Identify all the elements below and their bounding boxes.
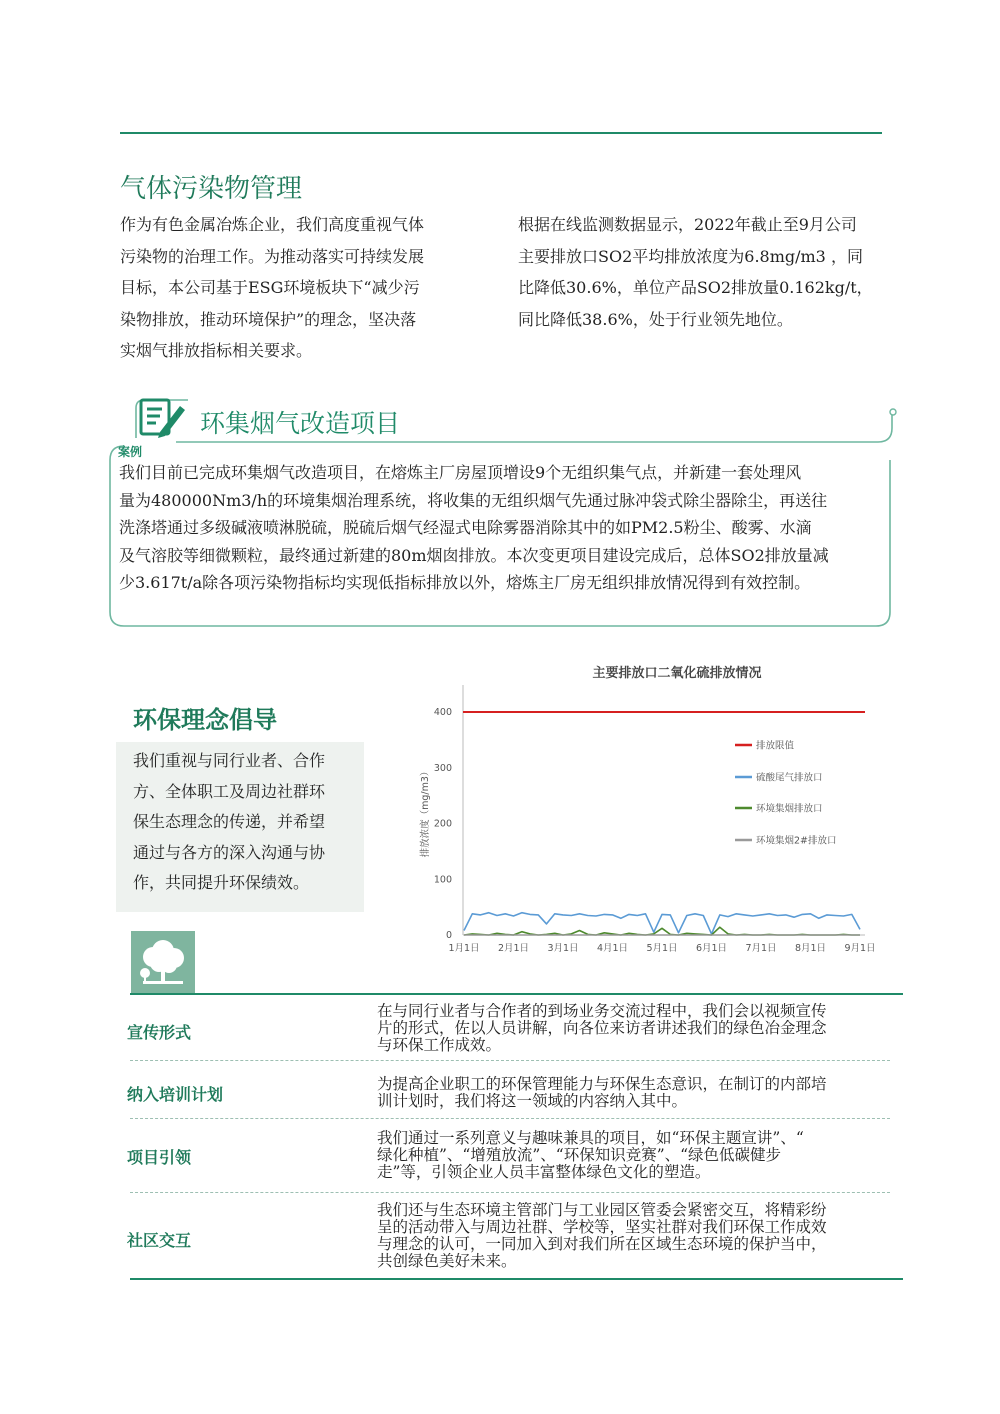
x-tick-label: 5月1日 xyxy=(646,943,678,954)
table-line: 我们通过一系列意义与趣味兼具的项目，如“环保主题宣讲”、“ xyxy=(377,1129,804,1147)
legend-label: 硫酸尾气排放口 xyxy=(756,772,823,784)
row-divider xyxy=(130,1060,890,1061)
legend-label: 环境集烟2#排放口 xyxy=(756,835,837,847)
x-tick-label: 2月1日 xyxy=(497,943,530,954)
paragraph-line: 染物排放，推动环境保护”的理念，坚决落 xyxy=(120,309,417,329)
paragraph-line: 比降低30.6%，单位产品SO2排放量0.162kg/t， xyxy=(518,278,873,297)
table-row-text xyxy=(377,1130,897,1181)
table-bottom-rule xyxy=(130,1278,903,1280)
case-title: 环集烟气改造项目 xyxy=(200,409,401,438)
paragraph-line: 同比降低38.6%，处于行业领先地位。 xyxy=(518,309,793,329)
advocacy-line: 保生态理念的传递，并希望 xyxy=(133,812,326,831)
case-line: 量为480000Nm3/h的环境集烟治理系统，将收集的无组织烟气先通过脉冲袋式除尘器除尘，再送往 xyxy=(119,490,828,510)
paragraph-line: 实烟气排放指标相关要求。 xyxy=(120,341,313,360)
paragraph-line: 作为有色金属冶炼企业，我们高度重视气体 xyxy=(120,215,425,234)
table-line: 片的形式，佐以人员讲解，向各位来访者讲述我们的绿色冶金理念 xyxy=(377,1019,827,1037)
series-line-1 xyxy=(464,913,860,934)
case-line: 洗涤塔通过多级碱液喷淋脱硫，脱硫后烟气经湿式电除雾器消除其中的如PM2.5粉尘、酸雾、水滴 xyxy=(119,518,812,537)
row-divider xyxy=(130,1192,890,1193)
table-line: 训计划时，我们将这一领域的内容纳入其中。 xyxy=(377,1092,688,1110)
x-tick-label: 3月1日 xyxy=(547,943,579,954)
x-tick-label: 4月1日 xyxy=(596,943,629,954)
section-title-gas-pollutants: 气体污染物管理 xyxy=(120,174,303,204)
table-line: 走”等，引领企业人员丰富整体绿色文化的塑造。 xyxy=(377,1163,711,1181)
advocacy-line: 方、全体职工及周边社群环 xyxy=(133,781,326,801)
y-tick-label: 0 xyxy=(445,930,452,941)
so2-chart xyxy=(400,650,900,965)
x-tick-label: 8月1日 xyxy=(794,943,827,954)
paragraph-line: 根据在线监测数据显示，2022年截止至9月公司 xyxy=(518,215,857,234)
legend-label: 排放限值 xyxy=(756,740,795,752)
y-axis-label: 排放浓度（mg/m3） xyxy=(420,766,431,858)
case-line: 我们目前已完成环集烟气改造项目，在熔炼主厂房屋顶增设9个无组织集气点，并新建一套处理风 xyxy=(119,463,802,482)
notepad-pen-icon xyxy=(138,396,188,440)
y-tick-label: 200 xyxy=(433,818,452,830)
case-body xyxy=(119,459,894,597)
table-line: 共创绿色美好未来。 xyxy=(377,1252,517,1270)
section1-right-column xyxy=(518,209,898,335)
advocacy-line: 通过与各方的深入沟通与协 xyxy=(133,842,326,862)
table-top-rule xyxy=(130,993,903,995)
advocacy-line: 作，共同提升环保绩效。 xyxy=(133,873,310,892)
case-line: 及气溶胶等细微颗粒，最终通过新建的80m烟囱排放。本次变更项目建设完成后，总体SO2排放量减 xyxy=(119,545,829,565)
table-row-text xyxy=(377,1076,897,1110)
y-tick-label: 300 xyxy=(433,762,452,774)
table-row-label: 社区交互 xyxy=(127,1231,192,1250)
x-tick-label: 6月1日 xyxy=(695,943,728,954)
table-line: 与环保工作成效。 xyxy=(377,1036,502,1054)
table-line: 绿化种植”、“增殖放流”、“环保知识竞赛”、“绿色低碳健步 xyxy=(377,1146,782,1164)
table-line: 我们还与生态环境主管部门与工业园区管委会紧密交互，将精彩纷 xyxy=(377,1201,827,1219)
table-row-label: 项目引领 xyxy=(127,1148,192,1167)
paragraph-line: 目标，本公司基于ESG环境板块下“减少污 xyxy=(120,278,420,297)
row-divider xyxy=(130,1118,890,1119)
advocacy-text xyxy=(133,746,363,899)
case-line: 少3.617t/a除各项污染物指标均实现低指标排放以外，熔炼主厂房无组织排放情况得到有效控制。 xyxy=(119,573,811,592)
chart-title: 主要排放口二氧化硫排放情况 xyxy=(592,666,762,681)
series-line-2 xyxy=(464,927,860,935)
y-tick-label: 400 xyxy=(433,707,452,718)
x-tick-label: 7月1日 xyxy=(745,943,777,954)
table-line: 在与同行业者与合作者的到场业务交流过程中，我们会以视频宣传 xyxy=(377,1002,827,1020)
table-line: 与理念的认可，一同加入到对我们所在区域生态环境的保护当中， xyxy=(377,1235,827,1253)
table-row-text xyxy=(377,1202,897,1270)
table-row-text xyxy=(377,1003,897,1054)
x-tick-label: 1月1日 xyxy=(448,943,480,954)
y-tick-label: 100 xyxy=(433,874,452,886)
top-divider xyxy=(120,132,882,134)
section1-left-column xyxy=(120,209,480,367)
table-row-label: 宣传形式 xyxy=(127,1023,192,1042)
advocacy-line: 我们重视与同行业者、合作 xyxy=(133,751,326,770)
table-row-label: 纳入培训计划 xyxy=(127,1085,224,1104)
legend-label: 环境集烟排放口 xyxy=(756,803,823,815)
paragraph-line: 主要排放口SO2平均排放浓度为6.8mg/m3 ，同 xyxy=(518,246,863,266)
x-tick-label: 9月1日 xyxy=(844,943,876,954)
case-tag: 案例 xyxy=(118,445,143,459)
paragraph-line: 污染物的治理工作。为推动落实可持续发展 xyxy=(120,246,425,266)
table-line: 呈的活动带入与周边社群、学校等，坚实社群对我们环保工作成效 xyxy=(377,1218,827,1236)
table-line: 为提高企业职工的环保管理能力与环保生态意识，在制订的内部培 xyxy=(377,1075,827,1093)
section-title-advocacy: 环保理念倡导 xyxy=(133,706,277,734)
tree-icon xyxy=(131,931,195,993)
